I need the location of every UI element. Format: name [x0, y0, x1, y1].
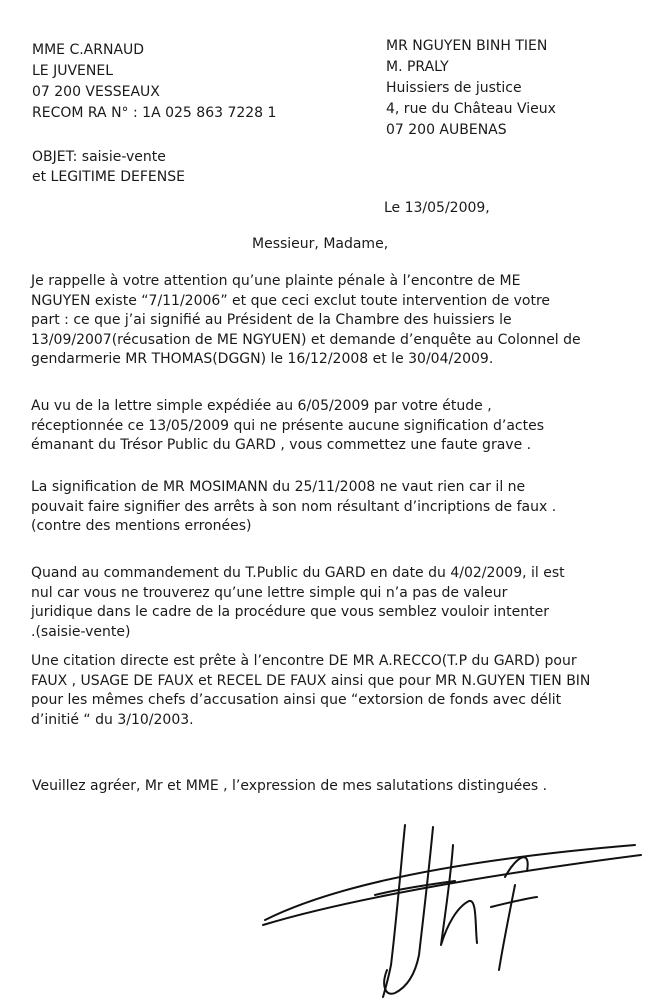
paragraph-line: réceptionnée ce 13/05/2009 qui ne présente aucune signification d’actes — [31, 417, 545, 434]
paragraph-simple-letter — [31, 397, 641, 456]
sender-residence: LE JUVENEL — [32, 63, 114, 79]
paragraph-line: La signification de MR MOSIMANN du 25/11/2008 ne vaut rien car il ne — [31, 479, 526, 495]
sender-address — [32, 40, 276, 124]
paragraph-line: part : ce que j’ai signifié au Président de la Chambre des huissiers le — [31, 312, 512, 328]
letter-date: Le 13/05/2009, — [384, 200, 490, 216]
paragraph-complaint — [31, 272, 641, 370]
paragraph-line: émanant du Trésor Public du GARD , vous commettez une faute grave . — [31, 437, 532, 453]
sender-city: 07 200 VESSEAUX — [32, 84, 160, 100]
paragraph-line: .(saisie-vente) — [31, 623, 131, 640]
subject-line-2: et LEGITIME DEFENSE — [32, 169, 185, 185]
paragraph-citation — [31, 652, 641, 730]
paragraph-line: Une citation directe est prête à l’encontre DE MR A.RECCO(T.P du GARD) pour — [31, 653, 577, 669]
paragraph-line: gendarmerie MR THOMAS(DGGN) le 16/12/2008 et le 30/04/2009. — [31, 351, 494, 367]
paragraph-line: 13/09/2007(récusation de ME NGYUEN) et demande d’enquête au Colonnel de — [31, 331, 581, 348]
recipient-title: Huissiers de justice — [386, 80, 522, 96]
salutation: Messieur, Madame, — [252, 236, 389, 252]
subject-line-1: OBJET: saisie-vente — [32, 149, 166, 165]
letter-subject — [32, 147, 185, 187]
recipient-street: 4, rue du Château Vieux — [386, 101, 556, 117]
paragraph-line: d’initié “ du 3/10/2003. — [31, 711, 194, 728]
paragraph-commandement — [31, 564, 641, 642]
handwritten-signature — [255, 815, 645, 1000]
paragraph-line: (contre des mentions erronées) — [31, 518, 252, 534]
recipient-address — [386, 36, 556, 141]
paragraph-line: pouvait faire signifier des arrêts à son nom résultant d’incriptions de faux . — [31, 498, 557, 515]
recipient-city: 07 200 AUBENAS — [386, 122, 507, 138]
closing-formula: Veuillez agréer, Mr et MME , l’expression de mes salutations distinguées . — [32, 778, 548, 794]
paragraph-line: nul car vous ne trouverez qu’une lettre simple qui n’a pas de valeur — [31, 584, 508, 601]
paragraph-line: NGUYEN existe “7/11/2006” et que ceci exclut toute intervention de votre — [31, 292, 551, 309]
paragraph-signification — [31, 478, 641, 537]
sender-registered-mail-number: RECOM RA N° : 1A 025 863 7228 1 — [32, 105, 277, 121]
sender-name: MME C.ARNAUD — [32, 42, 145, 58]
recipient-name-1: MR NGUYEN BINH TIEN — [386, 38, 548, 54]
paragraph-line: Au vu de la lettre simple expédiée au 6/05/2009 par votre étude , — [31, 398, 492, 414]
paragraph-line: Quand au commandement du T.Public du GARD en date du 4/02/2009, il est — [31, 565, 565, 581]
recipient-name-2: M. PRALY — [386, 59, 449, 75]
paragraph-line: pour les mêmes chefs d’accusation ainsi que “extorsion de fonds avec délit — [31, 692, 562, 708]
paragraph-line: FAUX , USAGE DE FAUX et RECEL DE FAUX ainsi que pour MR N.GUYEN TIEN BIN — [31, 672, 591, 689]
paragraph-line: Je rappelle à votre attention qu’une plainte pénale à l’encontre de ME — [31, 273, 521, 289]
paragraph-line: juridique dans le cadre de la procédure que vous semblez vouloir intenter — [31, 604, 549, 620]
